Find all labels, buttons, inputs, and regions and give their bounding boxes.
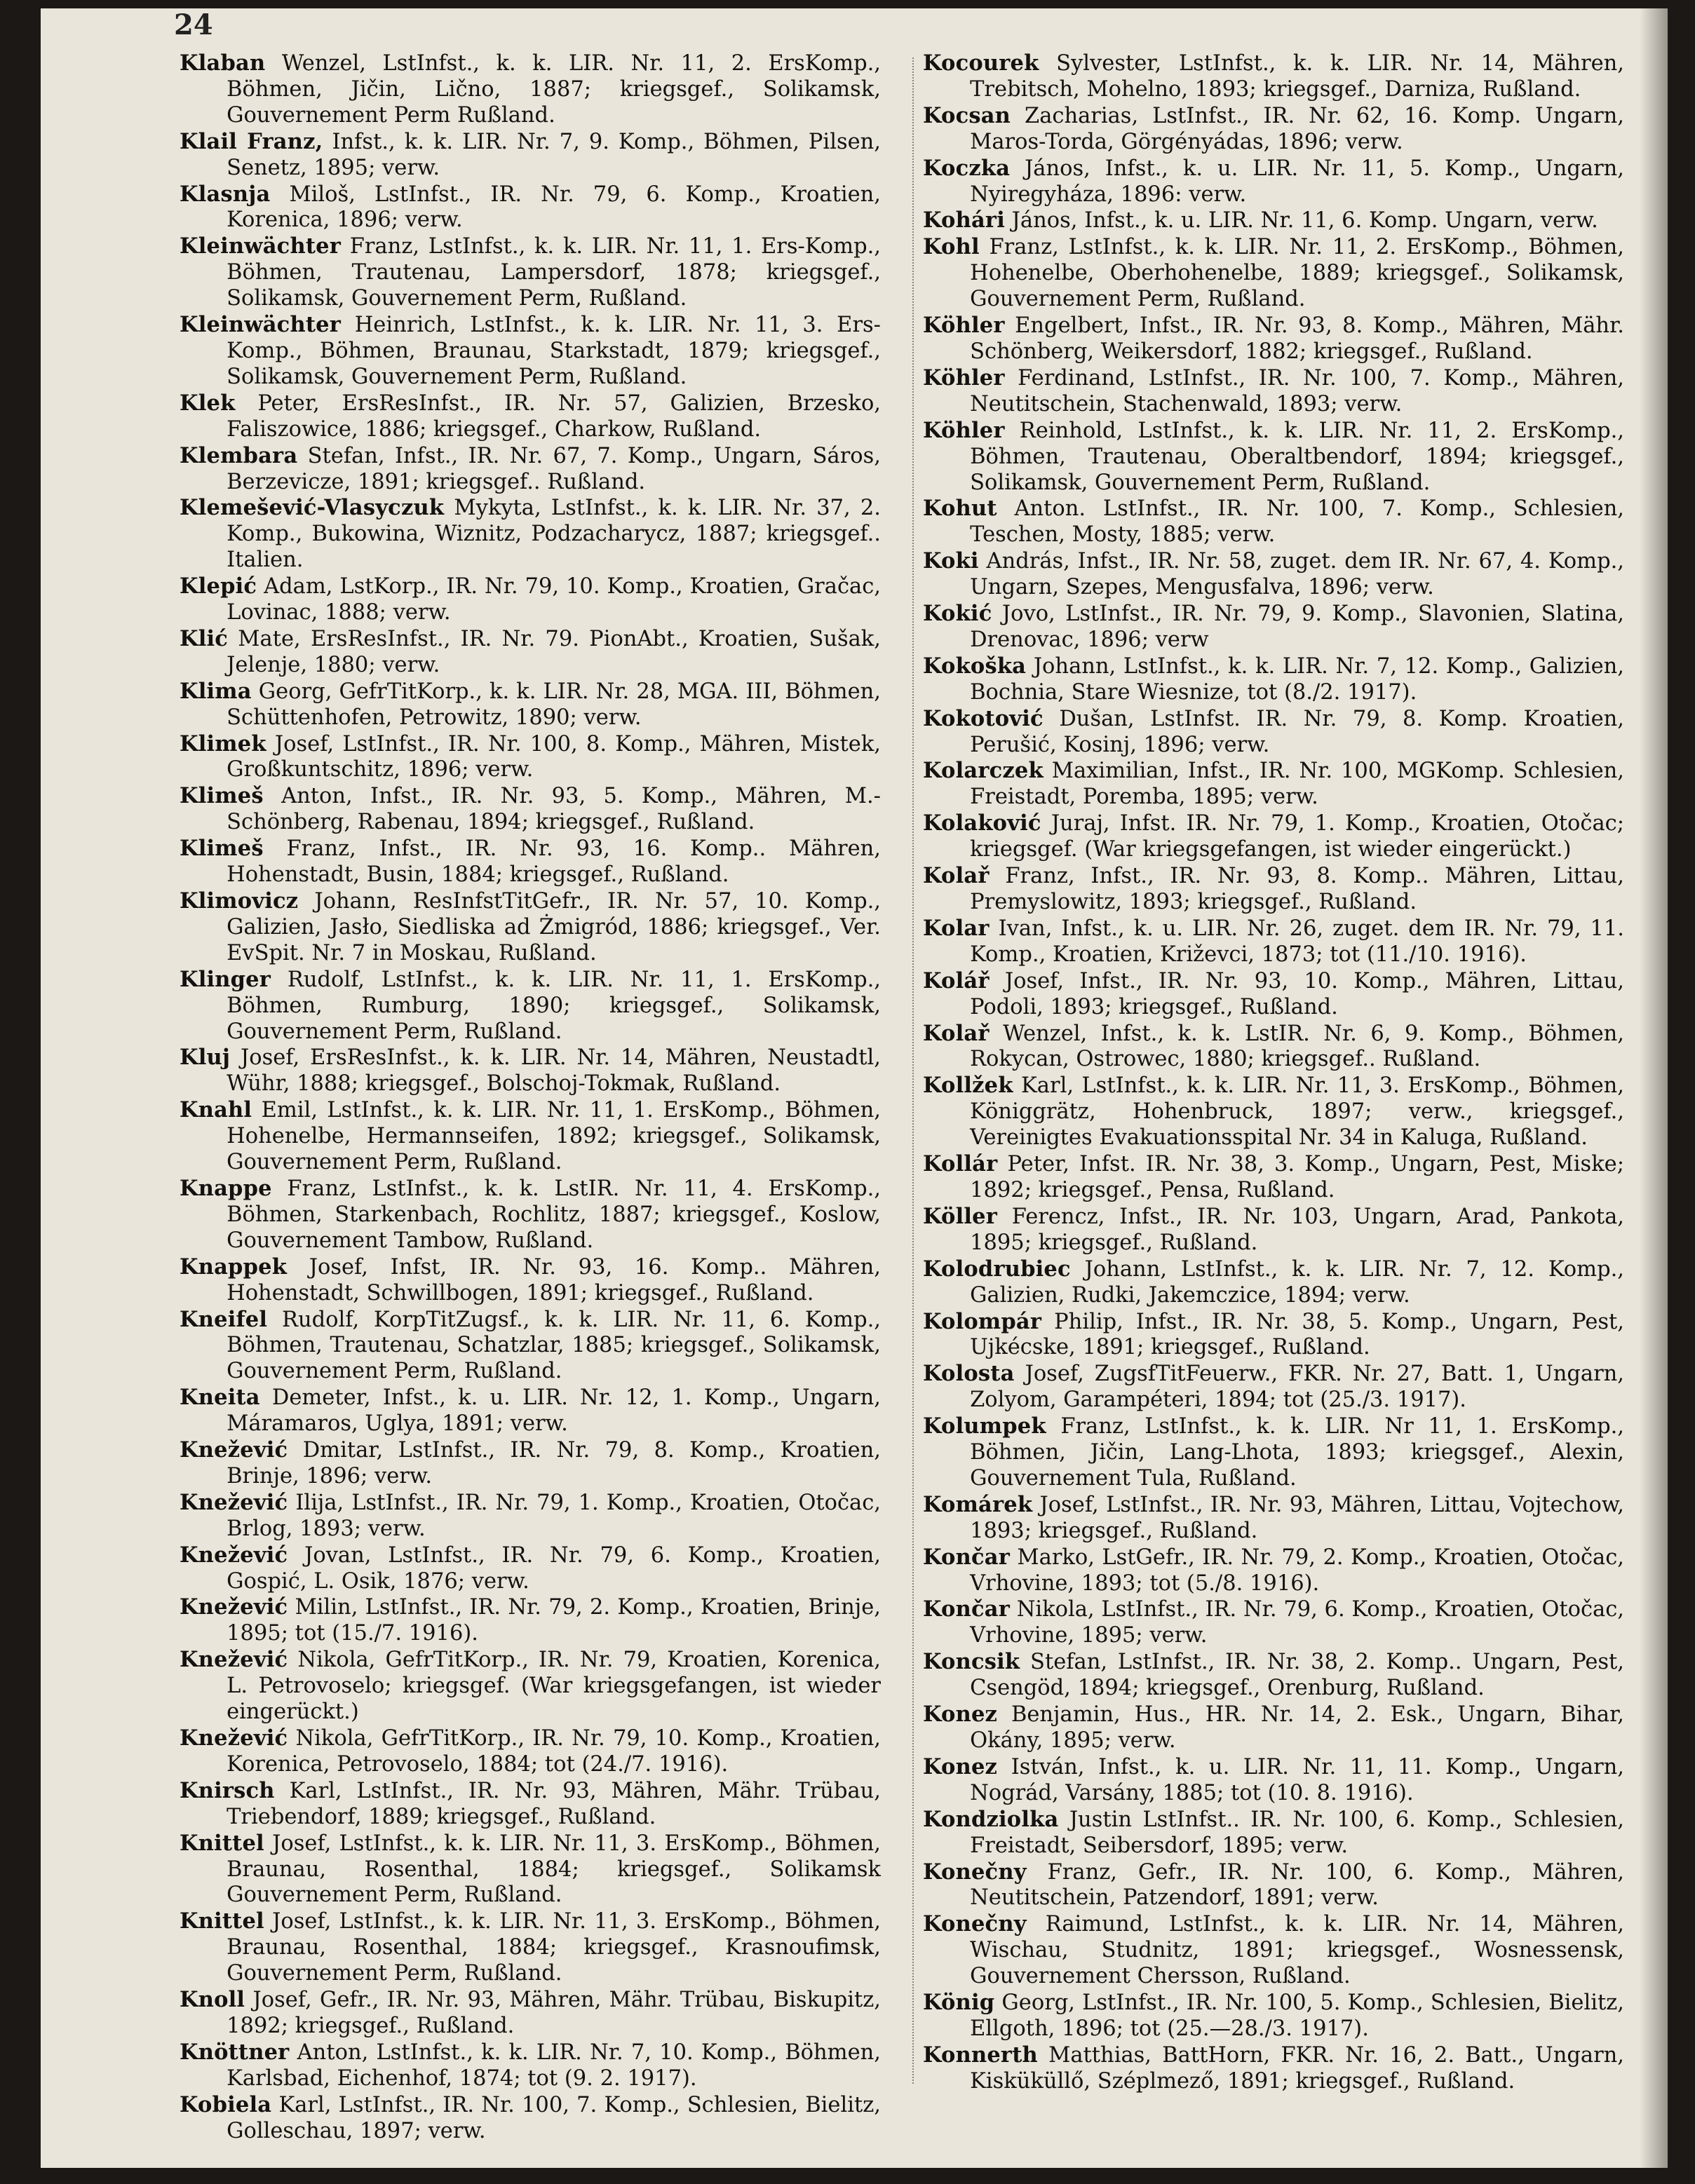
entry-name: Kocourek xyxy=(923,50,1039,76)
entry-name: Koczka xyxy=(923,155,1011,181)
entry-text: Dušan, LstInfst. IR. Nr. 79, 8. Komp. Kroatien, Perušić, Kosinj, 1896; verw. xyxy=(970,706,1624,757)
list-entry xyxy=(923,208,1624,234)
entry-text: Matthias, BattHorn, FKR. Nr. 16, 2. Batt., Ungarn, Kisküküllő, Széplmező, 1891; kriegsgef., Rußland. xyxy=(970,2042,1624,2094)
entry-name: Klek xyxy=(180,390,236,416)
entry-text: Engelbert, Infst., IR. Nr. 93, 8. Komp., Mähren, Mähr. Schönberg, Weikersdorf, 1882; kriegsgef., Rußland. xyxy=(970,313,1624,364)
entry-name: Knežević xyxy=(180,1725,288,1751)
list-entry xyxy=(180,1778,881,1831)
entry-text: Jovan, LstInfst., IR. Nr. 79, 6. Komp., Kroatien, Gospić, L. Osik, 1876; verw. xyxy=(227,1542,881,1594)
list-entry xyxy=(923,1911,1624,1990)
entry-name: Kollár xyxy=(923,1151,998,1177)
entry-text: János, Infst., k. u. LIR. Nr. 11, 6. Komp. Ungarn, verw. xyxy=(1004,208,1598,233)
entry-text: Johann, ResInfstTitGefr., IR. Nr. 57, 10. Komp., Galizien, Jasło, Siedliska ad Żmigród, 1886; kriegsgef., Ver. EvSpit. Nr. 7 in Moskau, Rußland. xyxy=(227,889,881,965)
list-entry xyxy=(923,1545,1624,1597)
entry-text: Maximilian, Infst., IR. Nr. 100, MGKomp. Schlesien, Freistadt, Poremba, 1895; verw. xyxy=(970,759,1624,810)
entry-text: Nikola, GefrTitKorp., IR. Nr. 79, Kroatien, Korenica, L. Petrovoselo; kriegsgef. (War kriegsgefangen, ist wieder eingerückt.) xyxy=(227,1648,881,1725)
entry-name: Knežević xyxy=(180,1594,288,1620)
list-entry xyxy=(923,50,1624,103)
list-entry xyxy=(180,312,881,391)
list-entry xyxy=(923,1309,1624,1362)
entry-text: Infst., k. k. LIR. Nr. 7, 9. Komp., Böhmen, Pilsen, Senetz, 1895; verw. xyxy=(227,129,881,180)
entry-text: Ferencz, Infst., IR. Nr. 103, Ungarn, Arad, Pankota, 1895; kriegsgef., Rußland. xyxy=(970,1204,1624,1255)
entry-name: Končar xyxy=(923,1596,1010,1622)
entry-text: Heinrich, LstInfst., k. k. LIR. Nr. 11, 3. Ers-Komp., Böhmen, Braunau, Starkstadt, 1879; kriegsgef., Solikamsk, Gouvernement Perm, Rußland. xyxy=(227,313,881,389)
entry-text: Nikola, LstInfst., IR. Nr. 79, 6. Komp., Kroatien, Otočac, Vrhovine, 1895; verw. xyxy=(970,1597,1624,1648)
list-entry xyxy=(180,626,881,679)
column-divider xyxy=(912,57,914,2084)
entry-text: Rudolf, KorpTitZugsf., k. k. LIR. Nr. 11, 6. Komp., Böhmen, Trautenau, Schatzlar, 1885; kriegsgef., Solikamsk, Gouvernement Perm, Rußland. xyxy=(227,1307,881,1384)
entry-text: Karl, LstInfst., IR. Nr. 100, 7. Komp., Schlesien, Bielitz, Golleschau, 1897; verw. xyxy=(227,2092,881,2143)
entry-text: Josef, LstInfst., k. k. LIR. Nr. 11, 3. ErsKomp., Böhmen, Braunau, Rosenthal, 1884; kriegsgef., Krasnoufimsk, Gouvernement Perm, Rußland. xyxy=(227,1909,881,1986)
entry-name: Klić xyxy=(180,625,229,651)
list-entry xyxy=(923,1754,1624,1807)
entry-text: Zacharias, LstInfst., IR. Nr. 62, 16. Komp. Ungarn, Maros-Torda, Görgényádas, 1896; verw. xyxy=(970,103,1624,154)
entry-name: Kolar xyxy=(923,915,990,941)
entry-name: Klimovicz xyxy=(180,888,299,914)
entry-name: Klaban xyxy=(180,50,266,76)
entry-name: Kohl xyxy=(923,234,980,260)
entry-text: Franz, Infst., IR. Nr. 93, 16. Komp.. Mähren, Hohenstadt, Busin, 1884; kriegsgef., Rußland. xyxy=(227,836,881,888)
entry-name: Kokotović xyxy=(923,705,1044,731)
list-entry xyxy=(923,916,1624,968)
list-entry xyxy=(180,1908,881,1987)
entry-name: Knežević xyxy=(180,1542,288,1568)
entry-name: Knittel xyxy=(180,1908,264,1934)
entry-text: Adam, LstKorp., IR. Nr. 79, 10. Komp., Kroatien, Gračac, Lovinac, 1888; verw. xyxy=(227,574,881,625)
list-entry xyxy=(180,2092,881,2145)
list-entry xyxy=(923,863,1624,916)
entry-text: Franz, Gefr., IR. Nr. 100, 6. Komp., Mähren, Neutitschein, Patzendorf, 1891; verw. xyxy=(970,1859,1624,1911)
list-entry xyxy=(923,418,1624,496)
list-entry xyxy=(180,967,881,1045)
entry-name: Kokić xyxy=(923,601,992,627)
entry-text: Johann, LstInfst., k. k. LIR. Nr. 7, 12. Komp., Galizien, Bochnia, Stare Wiesnize, tot (8./2. 1917). xyxy=(970,653,1624,705)
entry-text: Emil, LstInfst., k. k. LIR. Nr. 11, 1. ErsKomp., Böhmen, Hohenelbe, Hermannseifen, 1892; kriegsgef., Solikamsk, Gouvernement Perm, Rußland. xyxy=(227,1098,881,1175)
entry-text: Josef, ZugsfTitFeuerw., FKR. Nr. 27, Batt. 1, Ungarn, Zolyom, Garampéteri, 1894; tot (25./3. 1917). xyxy=(970,1362,1624,1413)
entry-text: Benjamin, Hus., HR. Nr. 14, 2. Esk., Ungarn, Bihar, Okány, 1895; verw. xyxy=(970,1702,1624,1753)
list-entry xyxy=(180,2040,881,2092)
list-entry xyxy=(180,1437,881,1490)
entry-text: Miloš, LstInfst., IR. Nr. 79, 6. Komp., Kroatien, Korenica, 1896; verw. xyxy=(227,182,881,233)
list-entry xyxy=(180,443,881,496)
entry-name: Kokoška xyxy=(923,653,1027,679)
list-entry xyxy=(180,1097,881,1176)
list-entry xyxy=(923,810,1624,863)
list-entry xyxy=(923,1361,1624,1413)
entry-name: Klepić xyxy=(180,574,257,599)
entry-name: Klima xyxy=(180,678,252,704)
entry-text: Georg, LstInfst., IR. Nr. 100, 5. Komp., Schlesien, Bielitz, Ellgoth, 1896; tot (25.—28./3. 1917). xyxy=(970,1990,1624,2041)
entry-text: Jovo, LstInfst., IR. Nr. 79, 9. Komp., Slavonien, Slatina, Drenovac, 1896; verw xyxy=(970,602,1624,652)
list-entry xyxy=(180,1987,881,2040)
entry-text: Demeter, Infst., k. u. LIR. Nr. 12, 1. Komp., Ungarn, Máramaros, Uglya, 1891; verw. xyxy=(227,1385,881,1437)
list-entry xyxy=(180,731,881,784)
entry-text: Karl, LstInfst., k. k. LIR. Nr. 11, 3. ErsKomp., Böhmen, Königgrätz, Hohenbruck, 1897; verw., kriegsgef., Vereinigtes Evakuationsspital Nr. 34 in Kaluga, Rußland. xyxy=(970,1073,1624,1151)
list-entry xyxy=(180,1307,881,1385)
entry-name: Kolosta xyxy=(923,1361,1015,1387)
entry-name: Kolář xyxy=(923,968,990,993)
entry-text: Anton, Infst., IR. Nr. 93, 5. Komp., Mähren, M.-Schönberg, Rabenau, 1894; kriegsgef., Rußland. xyxy=(227,784,881,835)
list-entry xyxy=(923,1807,1624,1859)
entry-name: Köhler xyxy=(923,313,1005,339)
entry-text: Justin LstInfst.. IR. Nr. 100, 6. Komp., Schlesien, Freistadt, Seibersdorf, 1895; verw. xyxy=(970,1807,1624,1858)
entry-text: Josef, LstInfst., IR. Nr. 100, 8. Komp., Mähren, Mistek, Großkuntschitz, 1896; verw. xyxy=(227,731,881,782)
entry-name: Kneifel xyxy=(180,1306,268,1332)
entry-name: Konez xyxy=(923,1702,998,1728)
entry-text: Josef, Infst., IR. Nr. 93, 10. Komp., Mähren, Littau, Podoli, 1893; kriegsgef., Rußland. xyxy=(970,968,1624,1019)
entry-text: Nikola, GefrTitKorp., IR. Nr. 79, 10. Komp., Kroatien, Korenica, Petrovoselo, 1884; tot (24./7. 1916). xyxy=(227,1726,881,1777)
entry-text: Franz, Infst., IR. Nr. 93, 8. Komp.. Mähren, Littau, Premyslowitz, 1893; kriegsgef., Rußland. xyxy=(970,864,1624,914)
list-entry xyxy=(180,1045,881,1097)
entry-name: Klimeš xyxy=(180,836,264,862)
entry-name: Konnerth xyxy=(923,2042,1038,2068)
list-entry xyxy=(180,129,881,182)
entry-name: Klembara xyxy=(180,442,298,468)
entry-name: Kohári xyxy=(923,208,1005,233)
entry-text: Franz, LstInfst., k. k. LIR. Nr 11, 1. ErsKomp., Böhmen, Jičin, Lang-Lhota, 1893; kriegsgef., Alexin, Gouvernement Tula, Rußland. xyxy=(970,1414,1624,1491)
entry-name: Klinger xyxy=(180,966,271,992)
list-entry xyxy=(180,783,881,836)
entry-text: Reinhold, LstInfst., k. k. LIR. Nr. 11, 2. ErsKomp., Böhmen, Trautenau, Oberaltbendorf, 1894; kriegsgef., Solikamsk, Gouvernement Perm, Rußland. xyxy=(970,418,1624,495)
list-entry xyxy=(923,548,1624,601)
entry-text: Josef, LstInfst., k. k. LIR. Nr. 11, 3. ErsKomp., Böhmen, Braunau, Rosenthal, 1884; kriegsgef., Solikamsk Gouvernement Perm, Rußland. xyxy=(227,1831,881,1908)
entry-text: Josef, Gefr., IR. Nr. 93, Mähren, Mähr. Trübau, Biskupitz, 1892; kriegsgef., Rußland. xyxy=(227,1988,881,2038)
entry-text: Anton. LstInfst., IR. Nr. 100, 7. Komp., Schlesien, Teschen, Mosty, 1885; verw. xyxy=(970,496,1624,548)
entry-name: Knežević xyxy=(180,1647,288,1673)
entry-text: Marko, LstGefr., IR. Nr. 79, 2. Komp., Kroatien, Otočac, Vrhovine, 1893; tot (5./8. 1916). xyxy=(970,1545,1624,1596)
list-entry xyxy=(180,574,881,626)
right-column xyxy=(923,50,1624,2095)
entry-text: Dmitar, LstInfst., IR. Nr. 79, 8. Komp., Kroatien, Brinje, 1896; verw. xyxy=(227,1438,881,1488)
entry-name: Klimek xyxy=(180,731,266,757)
entry-name: Köhler xyxy=(923,365,1005,391)
list-entry xyxy=(180,1176,881,1254)
entry-text: Stefan, Infst., IR. Nr. 67, 7. Komp., Ungarn, Sáros, Berzeviczе, 1891; kriegsgef.. Rußland. xyxy=(227,443,881,494)
entry-text: Josef, LstInfst., IR. Nr. 93, Mähren, Littau, Vojtechow, 1893; kriegsgef., Rußland. xyxy=(970,1492,1624,1543)
list-entry xyxy=(923,1859,1624,1912)
entry-name: Koki xyxy=(923,548,979,574)
list-entry xyxy=(923,1702,1624,1754)
entry-name: Knežević xyxy=(180,1489,288,1515)
entry-text: Raimund, LstInfst., k. k. LIR. Nr. 14, Mähren, Wischau, Studnitz, 1891; kriegsgef., Wosnessensk, Gouvernement Chersson, Rußland. xyxy=(970,1912,1624,1989)
list-entry xyxy=(923,103,1624,156)
entry-text: Karl, LstInfst., IR. Nr. 93, Mähren, Mähr. Trübau, Triebendorf, 1889; kriegsgef., Rußland. xyxy=(227,1778,881,1829)
entry-text: Peter, ErsResInfst., IR. Nr. 57, Galizien, Brzesko, Faliszowice, 1886; kriegsgef., Charkow, Rußland. xyxy=(227,391,881,442)
entry-text: Josef, ErsResInfst., k. k. LIR. Nr. 14, Mähren, Neustadtl, Wühr, 1888; kriegsgef., Bolschoj-Tokmak, Rußland. xyxy=(227,1045,881,1097)
list-entry xyxy=(923,156,1624,208)
list-entry xyxy=(180,391,881,443)
list-entry xyxy=(923,2042,1624,2095)
entry-text: Juraj, Infst. IR. Nr. 79, 1. Komp., Kroatien, Otočac; kriegsgef. (War kriegsgefangen, ist wieder eingerückt.) xyxy=(970,811,1624,862)
entry-text: Mate, ErsResInfst., IR. Nr. 79. PionAbt., Kroatien, Sušak, Jelenje, 1880; verw. xyxy=(227,626,881,677)
list-entry xyxy=(180,1725,881,1778)
list-entry xyxy=(923,496,1624,548)
list-entry xyxy=(180,1542,881,1595)
list-entry xyxy=(180,182,881,234)
entry-name: Köhler xyxy=(923,417,1005,443)
entry-name: Klasnja xyxy=(180,181,271,207)
entry-name: Knappek xyxy=(180,1254,288,1280)
entry-name: Knittel xyxy=(180,1830,264,1856)
page-number: 24 xyxy=(174,8,213,41)
entry-text: Franz, LstInfst., k. k. LIR. Nr. 11, 1. Ers-Komp., Böhmen, Trautenau, Lampersdorf, 1878; kriegsgef., Solikamsk, Gouvernement Perm, Rußland. xyxy=(227,234,881,311)
list-entry xyxy=(923,653,1624,706)
entry-text: Johann, LstInfst., k. k. LIR. Nr. 7, 12. Komp., Galizien, Rudki, Jakemczice, 1894; verw. xyxy=(970,1256,1624,1308)
entry-name: Knappe xyxy=(180,1175,272,1201)
entry-name: Kocsan xyxy=(923,102,1011,128)
entry-name: Kolaković xyxy=(923,810,1041,836)
entry-text: Wenzel, Infst., k. k. LstIR. Nr. 6, 9. Komp., Böhmen, Rokycan, Ostrowec, 1880; kriegsgef.. Rußland. xyxy=(970,1021,1624,1072)
list-entry xyxy=(923,1990,1624,2042)
list-entry xyxy=(923,968,1624,1021)
entry-name: Kluj xyxy=(180,1045,231,1071)
entry-name: Kobiela xyxy=(180,2091,272,2117)
list-entry xyxy=(923,234,1624,313)
entry-name: Kollžek xyxy=(923,1073,1013,1099)
list-entry xyxy=(923,1596,1624,1649)
entry-text: Philip, Infst., IR. Nr. 38, 5. Komp., Ungarn, Pest, Ujkécske, 1891; kriegsgef., Rußland. xyxy=(970,1309,1624,1360)
entry-text: Rudolf, LstInfst., k. k. LIR. Nr. 11, 1. ErsKomp., Böhmen, Rumburg, 1890; kriegsgef., Solikamsk, Gouvernement Perm, Rußland. xyxy=(227,967,881,1044)
list-entry xyxy=(180,836,881,888)
entry-name: Knöttner xyxy=(180,2039,290,2065)
entry-name: Knahl xyxy=(180,1097,252,1123)
entry-text: Franz, LstInfst., k. k. LIR. Nr. 11, 2. ErsKomp., Böhmen, Hohenelbe, Oberhohenelbe, 1889; kriegsgef., Solikamsk, Gouvernement Perm, Rußland. xyxy=(970,235,1624,312)
list-entry xyxy=(923,601,1624,653)
list-entry xyxy=(923,758,1624,810)
entry-name: Kolarczek xyxy=(923,758,1044,784)
list-entry xyxy=(180,1647,881,1725)
list-entry xyxy=(923,1492,1624,1545)
list-entry xyxy=(180,1385,881,1437)
entry-name: Kolodrubiec xyxy=(923,1256,1071,1282)
list-entry xyxy=(180,1490,881,1542)
entry-text: Mykyta, LstInfst., k. k. LIR. Nr. 37, 2. Komp., Bukowina, Wiznitz, Podzacharycz, 1887; kriegsgef.. Italien. xyxy=(227,496,881,573)
list-entry xyxy=(923,1073,1624,1151)
entry-text: Peter, Infst. IR. Nr. 38, 3. Komp., Ungarn, Pest, Miske; 1892; kriegsgef., Pensa, Rußland. xyxy=(970,1152,1624,1202)
entry-text: Josef, Infst, IR. Nr. 93, 16. Komp.. Mähren, Hohenstadt, Schwillbogen, 1891; kriegsgef., Rußland. xyxy=(227,1254,881,1305)
list-entry xyxy=(180,679,881,731)
entry-text: András, Infst., IR. Nr. 58, zuget. dem IR. Nr. 67, 4. Komp., Ungarn, Szepes, Mengusfalva, 1896; verw. xyxy=(970,549,1624,600)
entry-name: Knežević xyxy=(180,1437,288,1463)
list-entry xyxy=(180,1254,881,1307)
entry-name: Kolař xyxy=(923,863,990,889)
list-entry xyxy=(180,1594,881,1647)
list-entry xyxy=(923,365,1624,418)
list-entry xyxy=(923,1204,1624,1256)
entry-name: Kolumpek xyxy=(923,1413,1046,1439)
list-entry xyxy=(180,233,881,312)
list-entry xyxy=(923,706,1624,759)
entry-name: Kohut xyxy=(923,496,997,522)
entry-name: Konez xyxy=(923,1754,998,1779)
entry-name: Kolař xyxy=(923,1020,990,1046)
entry-text: Ivan, Infst., k. u. LIR. Nr. 26, zuget. dem IR. Nr. 79, 11. Komp., Kroatien, Križevci, 1873; tot (11./10. 1916). xyxy=(970,916,1624,967)
list-entry xyxy=(180,50,881,129)
entry-name: Kondziolka xyxy=(923,1806,1059,1832)
entry-name: Končar xyxy=(923,1544,1010,1570)
list-entry xyxy=(923,313,1624,365)
entry-name: Kleinwächter xyxy=(180,233,341,259)
entry-text: Anton, LstInfst., k. k. LIR. Nr. 7, 10. Komp., Böhmen, Karlsbad, Eichenhof, 1874; tot (9. 2. 1917). xyxy=(227,2040,881,2091)
entry-name: Klemešević-Vlasyczuk xyxy=(180,495,445,521)
entry-name: Kneita xyxy=(180,1385,260,1411)
entry-text: Ilija, LstInfst., IR. Nr. 79, 1. Komp., Kroatien, Otočac, Brlog, 1893; verw. xyxy=(227,1490,881,1541)
list-entry xyxy=(923,1021,1624,1073)
list-entry xyxy=(923,1649,1624,1702)
entry-text: Franz, LstInfst., k. k. LstIR. Nr. 11, 4. ErsKomp., Böhmen, Starkenbach, Rochlitz, 1887; kriegsgef., Koslow, Gouvernement Tambow, Rußland. xyxy=(227,1176,881,1253)
document-page xyxy=(41,8,1668,2168)
entry-text: János, Infst., k. u. LIR. Nr. 11, 5. Komp., Ungarn, Nyiregyháza, 1896: verw. xyxy=(970,156,1624,207)
entry-text: Wenzel, LstInfst., k. k. LIR. Nr. 11, 2. ErsKomp., Böhmen, Jičin, Lično, 1887; kriegsgef., Solikamsk, Gouvernement Perm Rußland. xyxy=(227,51,881,128)
entry-name: Konečny xyxy=(923,1911,1027,1937)
entry-name: Klail Franz, xyxy=(180,128,323,154)
entry-name: König xyxy=(923,1990,995,2016)
entry-text: István, Infst., k. u. LIR. Nr. 11, 11. Komp., Ungarn, Nográd, Varsány, 1885; tot (10. 8. 1916). xyxy=(970,1754,1624,1805)
entry-name: Köller xyxy=(923,1203,998,1229)
entry-name: Kolompár xyxy=(923,1308,1042,1334)
entry-name: Knoll xyxy=(180,1987,245,2013)
list-entry xyxy=(923,1151,1624,1204)
list-entry xyxy=(180,1831,881,1909)
entry-text: Stefan, LstInfst., IR. Nr. 38, 2. Komp.. Ungarn, Pest, Csengöd, 1894; kriegsgef., Orenburg, Rußland. xyxy=(970,1650,1624,1701)
entry-text: Milin, LstInfst., IR. Nr. 79, 2. Komp., Kroatien, Brinje, 1895; tot (15./7. 1916). xyxy=(227,1595,881,1646)
list-entry xyxy=(923,1413,1624,1492)
entry-name: Knirsch xyxy=(180,1777,275,1803)
entry-text: Ferdinand, LstInfst., IR. Nr. 100, 7. Komp., Mähren, Neutitschein, Stachenwald, 1893; verw. xyxy=(970,365,1624,416)
list-entry xyxy=(180,495,881,574)
left-column xyxy=(180,50,881,2145)
entry-name: Kleinwächter xyxy=(180,312,341,338)
entry-text: Georg, GefrTitKorp., k. k. LIR. Nr. 28, MGA. III, Böhmen, Schüttenhofen, Petrowitz, 1890; verw. xyxy=(227,679,881,730)
list-entry xyxy=(180,888,881,967)
entry-text: Sylvester, LstInfst., k. k. LIR. Nr. 14, Mähren, Trebitsch, Mohelno, 1893; kriegsgef., Darniza, Rußland. xyxy=(970,51,1624,102)
entry-name: Koncsik xyxy=(923,1649,1020,1675)
page-edge-shadow xyxy=(1640,8,1668,2168)
entry-name: Komárek xyxy=(923,1491,1033,1517)
list-entry xyxy=(923,1256,1624,1309)
entry-name: Klimeš xyxy=(180,783,264,809)
entry-name: Konečny xyxy=(923,1859,1027,1885)
